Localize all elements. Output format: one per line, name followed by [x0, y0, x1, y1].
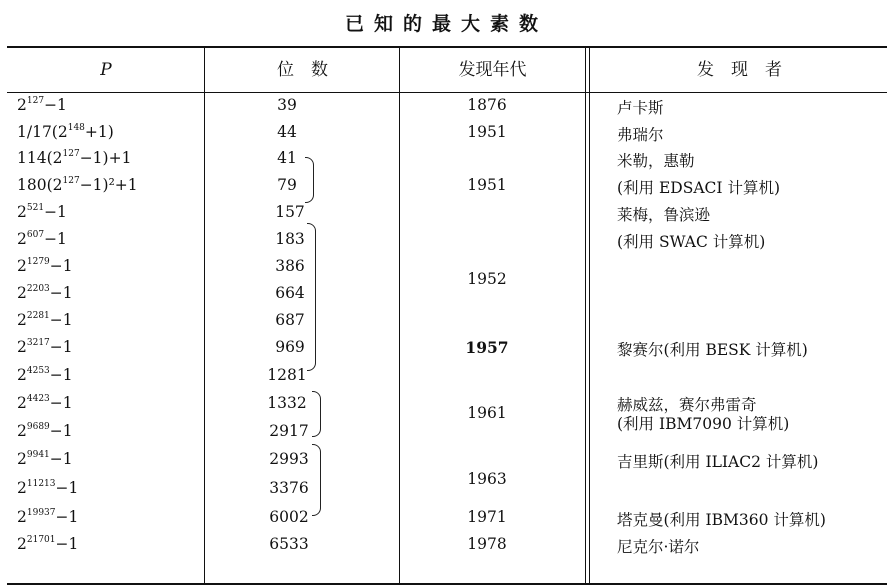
prime-formula: [17, 176, 138, 194]
formula-exponent: 127: [62, 176, 80, 186]
formula-base: 2: [17, 96, 27, 114]
table-header: [7, 48, 887, 93]
finder-cell: 吉里斯(利用 ILIAC2 计算机): [617, 453, 819, 471]
digits-cell: 79: [277, 176, 297, 194]
year-cell: 1876: [467, 96, 507, 114]
formula-exponent: 4423: [26, 394, 50, 404]
formula-rest: −1: [55, 479, 79, 497]
digits-cell: 157: [275, 203, 305, 221]
formula-rest: −1)²+1: [79, 176, 138, 194]
formula-rest: −1: [44, 96, 67, 114]
formula-exponent: 9941: [26, 450, 50, 460]
prime-formula: [17, 338, 73, 356]
formula-exponent: 3217: [26, 338, 50, 348]
year-cell: 1978: [467, 535, 507, 553]
group-brace: [305, 157, 314, 203]
formula-exponent: 21701: [26, 535, 56, 545]
digits-cell: 39: [277, 96, 297, 114]
formula-rest: −1: [49, 338, 73, 356]
column-divider: [399, 48, 400, 583]
formula-base: 2: [17, 394, 27, 412]
formula-base: 2: [17, 203, 27, 221]
year-cell: 1957: [465, 338, 509, 357]
formula-rest: −1: [44, 230, 67, 248]
prime-formula: [17, 203, 67, 221]
formula-base: 2: [17, 366, 27, 384]
prime-formula: [17, 535, 78, 553]
prime-formula: [17, 422, 73, 440]
formula-rest: −1: [55, 508, 79, 526]
formula-rest: −1: [49, 284, 73, 302]
prime-formula: [17, 96, 67, 114]
digits-cell: 664: [275, 284, 305, 302]
column-divider: [589, 48, 590, 583]
prime-formula: [17, 508, 78, 526]
formula-base: 2: [17, 450, 27, 468]
group-brace: [312, 391, 321, 437]
formula-rest: +1): [84, 123, 114, 141]
formula-rest: −1: [49, 366, 73, 384]
digits-cell: 969: [275, 338, 305, 356]
prime-formula: [17, 366, 73, 384]
finder-cell: (利用 EDSACI 计算机): [617, 179, 780, 197]
formula-base: 2: [17, 311, 27, 329]
finder-cell: 尼克尔·诺尔: [617, 538, 700, 556]
formula-exponent: 1279: [26, 257, 50, 267]
formula-base: 2: [17, 422, 27, 440]
finder-cell: 莱梅，鲁滨逊: [617, 206, 711, 224]
digits-cell: 41: [277, 149, 297, 167]
year-cell: 1971: [467, 508, 507, 526]
formula-base: 1/17(2: [17, 123, 68, 141]
formula-exponent: 4253: [26, 366, 50, 376]
formula-base: 2: [17, 230, 27, 248]
formula-rest: −1: [44, 203, 67, 221]
finder-cell: 米勒，惠勒: [617, 152, 695, 170]
primes-table: [7, 46, 887, 585]
finder-cell: 弗瑞尔: [617, 126, 664, 144]
formula-rest: −1: [49, 257, 73, 275]
digits-cell: 6533: [269, 535, 309, 553]
header-p: P: [100, 60, 112, 80]
formula-base: 180(2: [17, 176, 63, 194]
column-divider: [204, 48, 205, 583]
table-title: 已知的最大素数: [344, 13, 548, 35]
prime-formula: [17, 149, 131, 167]
formula-exponent: 11213: [26, 479, 56, 489]
digits-cell: 6002: [269, 508, 309, 526]
year-cell: 1952: [467, 270, 507, 288]
group-brace: [312, 444, 321, 516]
digits-cell: 1281: [267, 366, 307, 384]
formula-rest: −1: [49, 311, 73, 329]
prime-formula: [17, 311, 73, 329]
digits-cell: 2993: [269, 450, 309, 468]
prime-formula: [17, 450, 73, 468]
formula-base: 2: [17, 338, 27, 356]
formula-rest: −1: [49, 422, 73, 440]
finder-cell: 赫威兹，赛尔弗雷奇: [617, 396, 757, 414]
prime-formula: [17, 257, 73, 275]
year-cell: 1951: [467, 123, 507, 141]
formula-exponent: 2281: [26, 311, 50, 321]
formula-base: 114(2: [17, 149, 63, 167]
digits-cell: 386: [275, 257, 305, 275]
formula-exponent: 127: [62, 149, 80, 159]
group-brace: [307, 223, 316, 371]
year-cell: 1963: [467, 470, 507, 488]
formula-base: 2: [17, 508, 27, 526]
year-cell: 1961: [467, 404, 507, 422]
digits-cell: 687: [275, 311, 305, 329]
formula-base: 2: [17, 284, 27, 302]
formula-base: 2: [17, 479, 27, 497]
formula-base: 2: [17, 257, 27, 275]
digits-cell: 44: [277, 123, 297, 141]
prime-formula: [17, 230, 67, 248]
finder-cell: (利用 IBM7090 计算机): [617, 415, 790, 433]
digits-cell: 2917: [269, 422, 309, 440]
year-cell: 1951: [467, 176, 507, 194]
prime-formula: [17, 123, 114, 141]
formula-exponent: 607: [26, 230, 45, 240]
formula-rest: −1: [49, 450, 73, 468]
header-finder: 发 现 者: [697, 60, 782, 80]
formula-rest: −1: [55, 535, 79, 553]
prime-formula: [17, 479, 78, 497]
formula-rest: −1)+1: [79, 149, 132, 167]
finder-cell: 黎赛尔(利用 BESK 计算机): [617, 341, 808, 359]
formula-exponent: 521: [26, 203, 45, 213]
digits-cell: 1332: [267, 394, 307, 412]
column-divider: [585, 48, 586, 583]
finder-cell: 塔克曼(利用 IBM360 计算机): [617, 511, 826, 529]
header-year: 发现年代: [458, 60, 527, 80]
digits-cell: 3376: [269, 479, 309, 497]
formula-base: 2: [17, 535, 27, 553]
finder-cell: 卢卡斯: [617, 99, 664, 117]
prime-formula: [17, 394, 73, 412]
digits-cell: 183: [275, 230, 305, 248]
finder-cell: (利用 SWAC 计算机): [617, 233, 766, 251]
formula-exponent: 9689: [26, 422, 50, 432]
formula-exponent: 127: [26, 96, 45, 106]
prime-formula: [17, 284, 73, 302]
formula-exponent: 19937: [26, 508, 56, 518]
header-digits: 位 数: [277, 60, 328, 80]
formula-exponent: 148: [67, 123, 85, 133]
formula-rest: −1: [49, 394, 73, 412]
formula-exponent: 2203: [26, 284, 50, 294]
